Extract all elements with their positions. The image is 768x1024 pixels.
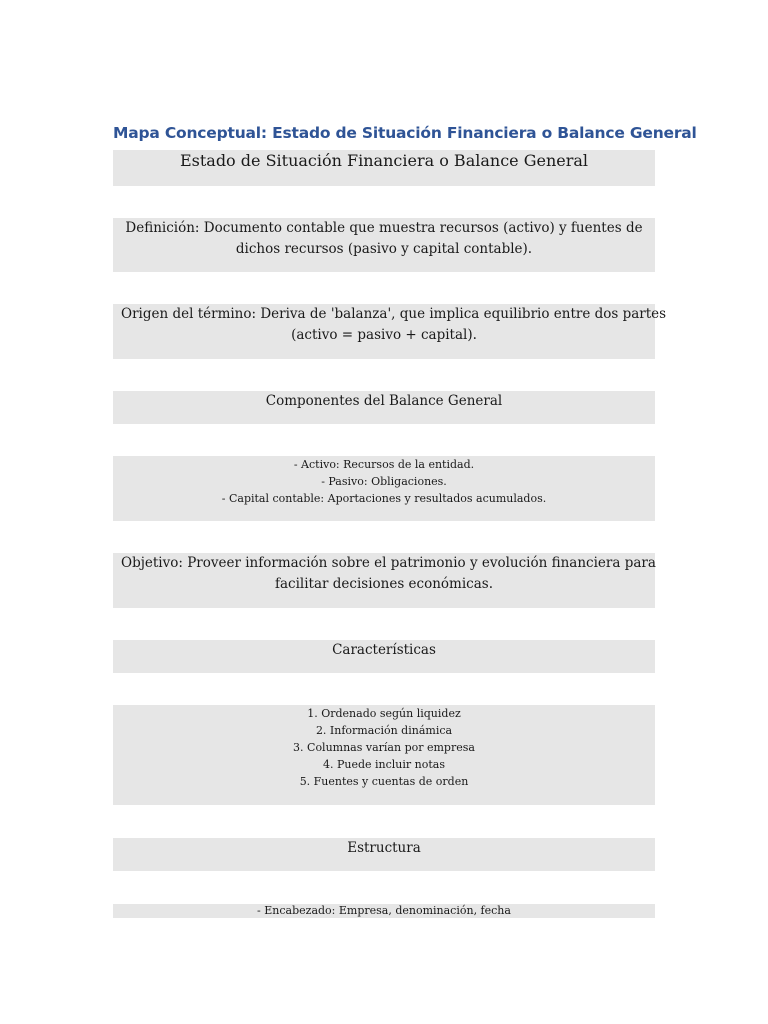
estructura-heading-box [113,838,655,871]
origen-box [113,304,667,359]
componentes-item-capital: - Capital contable: Aportaciones y resultados acumulados. [221,492,547,505]
definicion-line-1: Definición: Documento contable que muestra recursos (activo) y fuentes de [125,220,643,236]
componentes-item-activo: - Activo: Recursos de la entidad. [293,458,475,471]
caracteristicas-heading-box [113,640,655,673]
definicion-box [113,218,655,272]
caracteristicas-item-2: 2. Información dinámica [315,724,453,737]
caracteristicas-item-4: 4. Puede incluir notas [322,758,445,771]
caracteristicas-item-5: 5. Fuentes y cuentas de orden [299,775,469,788]
objetivo-box [113,553,655,608]
estructura-items-box [113,904,655,918]
objetivo-line-2: facilitar decisiones económicas. [274,576,493,592]
componentes-heading-box [113,391,655,424]
componentes-heading-text: Componentes del Balance General [265,393,503,409]
estructura-item-encabezado: - Encabezado: Empresa, denominación, fecha [257,904,511,917]
origen-line-2: (activo = pasivo + capital). [291,327,477,343]
caracteristicas-heading-text: Características [332,642,436,658]
caracteristicas-item-1: 1. Ordenado según liquidez [307,707,461,720]
caracteristicas-items-box [113,705,655,805]
estructura-heading-text: Estructura [347,840,421,856]
componentes-item-pasivo: - Pasivo: Obligaciones. [321,475,447,488]
document-title: Mapa Conceptual: Estado de Situación Financiera o Balance General [113,124,697,142]
caracteristicas-item-3: 3. Columnas varían por empresa [293,741,475,754]
definicion-line-2: dichos recursos (pasivo y capital contable). [235,241,533,257]
main-node-box [113,150,655,186]
origen-line-1: Origen del término: Deriva de 'balanza', que implica equilibrio entre dos partes [121,306,667,322]
main-node-text: Estado de Situación Financiera o Balance General [179,151,589,170]
objetivo-line-1: Objetivo: Proveer información sobre el patrimonio y evolución financiera para [121,555,656,571]
componentes-items-box [113,456,655,521]
